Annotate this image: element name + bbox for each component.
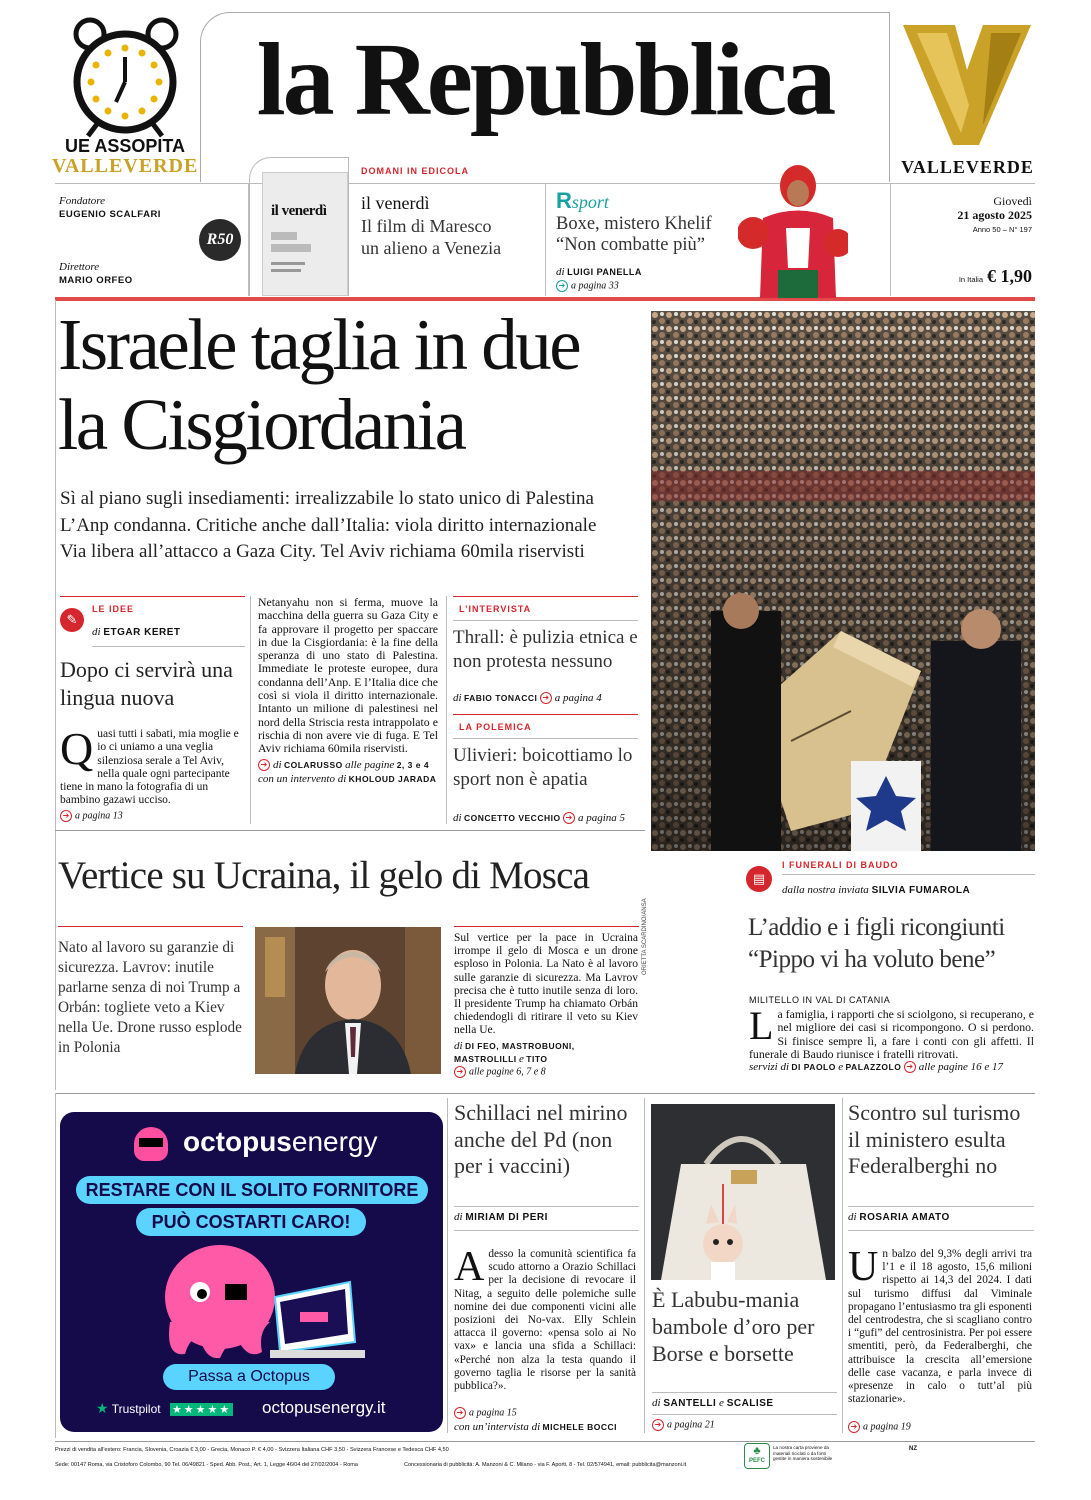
- polemica-kicker: LA POLEMICA: [459, 722, 532, 732]
- ukraine-byline: di DI FEO, MASTROBUONI, MASTROLILLI e TITO: [454, 1039, 575, 1065]
- baudo-place: MILITELLO IN VAL DI CATANIA: [749, 995, 891, 1005]
- intervista-byline: di FABIO TONACCI ➔ a pagina 4: [453, 692, 602, 704]
- photo-credit: ORIETTA SCARDINO/ANSA: [642, 898, 648, 975]
- baudo-kicker: I FUNERALI DI BAUDO: [782, 860, 899, 870]
- trustpilot-rating-icon: ★★★★★: [171, 1404, 232, 1416]
- intervista-article[interactable]: [453, 596, 638, 708]
- divider: [644, 1098, 645, 1433]
- tomorrow-label: DOMANI IN EDICOLA: [361, 166, 469, 176]
- main-subheads: [60, 486, 650, 566]
- schillaci-body: Adesso la comunità scientifica fa scudo attorno a Orazio Schillaci per la decisione di revocare il Nitag, a seguito delle polemiche sulle nomine dei due componenti vicini alle posizioni dei No-vax. Elly Schlein attacca il governo: «pensa solo ai No vax» e lancia una sfida a Schillaci: «Perché non alza la testa quando il governo taglia le risorse per la sanità pubblica?».: [454, 1244, 636, 1393]
- baudo-byline: dalla nostra inviata SILVIA FUMAROLA: [782, 884, 971, 896]
- octopus-line2: PUÒ COSTARTI CARO!: [136, 1208, 366, 1236]
- divider: [55, 1093, 1035, 1094]
- divider: [446, 596, 447, 824]
- magazine-cover: [262, 172, 348, 296]
- octopus-url[interactable]: octopusenergy.it: [262, 1398, 386, 1417]
- left-ad-line1: UE ASSOPITA: [64, 136, 185, 156]
- founder-name: EUGENIO SCALFARI: [59, 209, 161, 220]
- r50-badge: R50: [199, 219, 241, 261]
- tomorrow-line3: un alieno a Venezia: [361, 238, 502, 258]
- turismo-byline: di ROSARIA AMATO: [848, 1211, 950, 1223]
- price-box: [890, 266, 1032, 287]
- right-ad-valleverde[interactable]: [895, 15, 1040, 180]
- director-label: Direttore: [59, 261, 100, 273]
- boxer-photo: [738, 158, 848, 298]
- divider: [58, 926, 243, 927]
- lead-article[interactable]: [258, 596, 438, 826]
- frame-left: [55, 1093, 56, 1438]
- turismo-article[interactable]: [848, 1100, 1034, 1435]
- footer-rule: [55, 1441, 1035, 1442]
- trustpilot-star-icon: ★: [96, 1400, 109, 1416]
- idee-kicker: LE IDEE: [92, 604, 135, 614]
- divider: [842, 1098, 843, 1433]
- turismo-page[interactable]: ➔ a pagina 19: [848, 1421, 911, 1433]
- edition-date: 21 agosto 2025: [957, 208, 1032, 222]
- frame-left: [55, 300, 56, 1090]
- masthead-red-rule: [55, 297, 1035, 301]
- left-ad-line2: VALLEVERDE: [52, 155, 199, 177]
- main-sub-2: L’Anp condanna. Critiche anche dall’Italia: viola diritto internazionale: [60, 514, 597, 536]
- divider: [55, 830, 645, 831]
- trustpilot: ★ Trustpilot ★★★★★: [96, 1400, 232, 1416]
- main-sub-1: Sì al piano sugli insediamenti: irrealizzabile lo stato unico di Palestina: [60, 488, 594, 509]
- footer-ads: Concessionaria di pubblicità: A. Manzoni & C. Milano - via F. Aporti, 8 - Tel. 02/574941, email: pubblicita@manzoni.it: [404, 1462, 687, 1468]
- valleverde-v-logo-icon: [895, 15, 1040, 150]
- main-headline[interactable]: Israele taglia in due la Cisgiordania: [58, 304, 580, 465]
- lead-body: Netanyahu non si ferma, muove la macchina della guerra su Gaza City e fa approvare il progetto per spaccare in due la Cisgiordania: è la fine della speranza di uno stato di Palestina. Immediate le proteste europee, dura condanna dell’Anp. E l’Italia dice che così si viola il diritto internazionale. Intanto un milione di palestinesi nel nord della Striscia resta intrappolato e rischia di non avere vie di fuga. E Tel Aviv richiama 60mila riservisti.: [258, 595, 438, 756]
- labubu-byline: di SANTELLI e SCALISE: [652, 1397, 774, 1409]
- octopus-ad[interactable]: [60, 1112, 443, 1432]
- footer-sede: Sede: 00147 Roma, via Cristoforo Colombo, 90 Tel. 06/49821 - Sped. Abb. Post., Art. 1, Legge 46/04 del 27/02/2004 - Roma: [55, 1462, 358, 1468]
- idee-article[interactable]: [60, 596, 245, 826]
- ukraine-summary: Nato al lavoro su garanzie di sicurezza. Lavrov: inutile parlarne senza di noi Trump a Orbán: togliete veto a Kiev nella Ue. Drone russo esplode in Polonia: [58, 939, 242, 1056]
- putin-photo[interactable]: [255, 927, 441, 1074]
- octopus-brand: octopusenergy: [183, 1126, 378, 1157]
- price-label: In Italia: [958, 275, 983, 284]
- tree-icon: ♣: [753, 1445, 761, 1457]
- rsport-teaser[interactable]: [556, 188, 746, 296]
- footer-nz: NZ: [909, 1446, 917, 1452]
- edition-issue: Anno 50 – N° 197: [972, 225, 1032, 234]
- divider: [454, 926, 639, 927]
- octopus-mascot-icon: [150, 1242, 370, 1362]
- director-name: MARIO ORFEO: [59, 275, 133, 286]
- schillaci-page[interactable]: ➔ a pagina 15: [454, 1407, 517, 1419]
- price: € 1,90: [987, 266, 1032, 286]
- document-icon: ▤: [746, 866, 772, 892]
- divider: [447, 1098, 448, 1433]
- schillaci-article[interactable]: [454, 1100, 639, 1435]
- pen-icon: ✎: [60, 608, 84, 632]
- labubu-photo[interactable]: [651, 1104, 835, 1280]
- labubu-page[interactable]: ➔ a pagina 21: [652, 1419, 715, 1431]
- ukraine-page[interactable]: ➔ alle pagine 6, 7 e 8: [454, 1066, 638, 1078]
- schillaci-title: Schillaci nel mirino anche del Pd (non per i vaccini): [454, 1100, 628, 1178]
- magazine-lines: [271, 232, 347, 272]
- ukraine-body: Sul vertice per la pace in Ucraina irrompe il gelo di Mosca e un drone esploso in Polonia. La Nato è al lavoro sulle garanzie di sicurezza. Ma Lavrov precisa che è tutto inutile senza di loro. Il presidente Trump ha chiamato Orbán chiedendogli di ritirare il veto su Kiev nella Ue.: [454, 932, 638, 1037]
- rsport-title-2: “Non combatte più”: [556, 235, 705, 255]
- idee-page[interactable]: ➔ a pagina 13: [60, 810, 123, 822]
- turismo-body: Un balzo del 9,3% degli arrivi tra l’1 e il 18 agosto, 15,6 milioni rispetto ai 14,3 del 2024. I dati sul turismo diffusi dal Viminale propagano l’entusiasmo tra gli esponenti del centrodestra, che si scagliano contro i “gufi” del centrosinistra. Per poi essere smentiti, però, da Federalberghi, che attribuisce la crescita all’emersione delle case vacanza, e parla invece di «presenze in calo o tutt’al più stazionarie».: [848, 1244, 1032, 1406]
- octopus-line1: RESTARE CON IL SOLITO FORNITORE: [76, 1176, 428, 1204]
- left-ad-clock[interactable]: [52, 12, 198, 177]
- ukraine-article[interactable]: [454, 932, 638, 1080]
- right-ad-brand: VALLEVERDE: [901, 157, 1034, 177]
- baudo-body: La famiglia, i rapporti che si sciolgono, si recuperano, e nel migliore dei casi si ricompongono. O si perdono. Si finisce sempre lì, a fare i conti con gli affetti. Il funerale di Baudo riunisce i fratelli ritrovati.: [749, 1003, 1034, 1061]
- baudo-services: servizi di DI PAOLO e PALAZZOLO ➔ alle pagine 16 e 17: [749, 1061, 1004, 1073]
- edition-day: Giovedì: [993, 194, 1032, 208]
- magazine-title: il venerdì: [271, 203, 327, 219]
- lead-byline: ➔ di COLARUSSO alle pagine 2, 3 e 4: [258, 759, 438, 772]
- rsport-title-1: Boxe, mistero Khelif: [556, 214, 712, 234]
- polemica-article[interactable]: [453, 714, 638, 826]
- masthead-title[interactable]: la Repubblica: [256, 22, 834, 137]
- divider: [545, 184, 546, 296]
- founder-label: Fondatore: [59, 195, 106, 207]
- ukraine-headline[interactable]: Vertice su Ucraina, il gelo di Mosca: [58, 854, 590, 897]
- labubu-title: È Labubu-mania bambole d’oro per Borse e borsette: [652, 1287, 815, 1366]
- octopus-cta-button[interactable]: Passa a Octopus: [163, 1364, 335, 1390]
- paper-note: La nostra carta proviene da materiali riciclati o da fonti gestite in maniera sostenibile: [773, 1445, 833, 1461]
- footer-prices: Prezzi di vendita all’estero: Francia, Slovenia, Croazia € 3,00 - Grecia, Monaco P. € 4,00 - Svizzera Italiana CHF 3,50 - Svizzera Francese e Tedesca CHF 4,50: [55, 1447, 449, 1453]
- divider: [250, 596, 251, 824]
- baudo-article[interactable]: [735, 852, 1035, 1077]
- idee-byline: di ETGAR KERET: [92, 626, 181, 638]
- polemica-title: Ulivieri: boicottiamo lo sport non è apatia: [453, 745, 633, 790]
- schillaci-byline: di MIRIAM DI PERI: [454, 1211, 548, 1223]
- alarm-clock-icon: [52, 12, 198, 142]
- rsport-byline: di LUIGI PANELLA: [556, 266, 642, 278]
- polemica-byline: di CONCETTO VECCHIO ➔ a pagina 5: [453, 812, 626, 824]
- main-sub-3: Via libera all’attacco a Gaza City. Tel Aviv richiama 60mila riservisti: [60, 541, 585, 562]
- labubu-article[interactable]: [652, 1286, 837, 1436]
- intervista-kicker: L’INTERVISTA: [459, 604, 532, 614]
- intervista-title: Thrall: è pulizia etnica e non protesta nessuno: [453, 627, 638, 672]
- lead-with: con un intervento di KHOLOUD JARADA: [258, 773, 437, 786]
- baudo-title: L’addio e i figli ricongiunti “Pippo vi ha voluto bene”: [748, 914, 1005, 973]
- tomorrow-line2: Il film di Maresco: [361, 216, 492, 236]
- rsport-brand: Rsport: [556, 188, 609, 213]
- turismo-title: Scontro sul turismo il ministero esulta Federalberghi no: [848, 1100, 1021, 1178]
- rsport-page[interactable]: ➔ a pagina 33: [556, 280, 746, 292]
- idee-body: Quasi tutti i sabati, mia moglie e io ci uniamo a una veglia silenziosa serale a Tel Aviv, nella quale ogni partecipante tiene in mano la fotografia di un bambino gazawi ucciso.: [60, 723, 239, 807]
- pefc-logo: ♣ PEFC: [744, 1443, 770, 1469]
- baudo-funeral-photo[interactable]: [651, 311, 1035, 851]
- schillaci-with: con un’intervista di MICHELE BOCCI: [454, 1421, 618, 1433]
- tomorrow-line1: il venerdì: [361, 193, 430, 213]
- idee-title: Dopo ci servirà una lingua nuova: [60, 657, 233, 710]
